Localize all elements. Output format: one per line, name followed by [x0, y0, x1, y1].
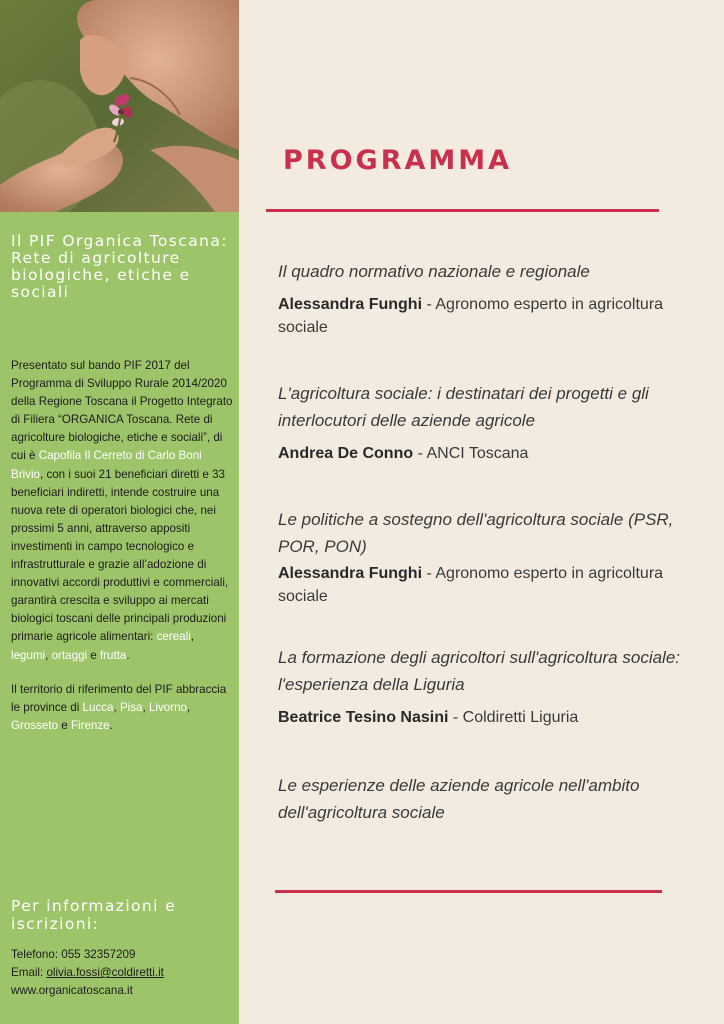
program-speaker-line	[278, 706, 688, 729]
highlighted-text: Firenze	[70, 718, 110, 732]
hands-flower-photo	[0, 0, 239, 212]
pif-paragraph-2	[11, 681, 233, 735]
speaker-role: - Agronomo esperto in agricoltura sociale	[278, 565, 664, 605]
paragraph-text: Il territorio di riferimento del PIF abbraccia le province di	[11, 682, 227, 714]
speaker-name: Andrea De Conno	[278, 445, 414, 462]
paragraph-text: ,	[113, 700, 120, 714]
paragraph-text: e	[58, 718, 71, 732]
contact-info	[11, 946, 233, 1000]
program-topic: Le politiche a sostegno dell'agricoltura sociale (PSR, POR, PON)	[278, 510, 674, 556]
program-topic: Il quadro normativo nazionale e regionale	[278, 262, 590, 281]
speaker-name: Beatrice Tesino Nasini	[278, 709, 449, 726]
phone-label: Telefono:	[11, 948, 62, 961]
program-speaker-line	[278, 562, 688, 608]
highlighted-text: Lucca	[82, 700, 114, 714]
program-topic: Le esperienze delle aziende agricole nell'ambito dell'agricoltura sociale	[278, 776, 640, 822]
program-item-3	[278, 506, 688, 608]
contact-website[interactable]: www.organicatoscana.it	[11, 984, 133, 997]
divider-top	[266, 209, 659, 212]
paragraph-text: .	[109, 718, 113, 732]
paragraph-text: Presentato sul bando PIF 2017 del Programma di Sviluppo Rurale 2014/2020 della Regione Toscana il Progetto Integrato di Filiera “ORGANICA Toscana. Rete di agricolture biologiche, etiche e sociali”, di cui è	[11, 359, 233, 463]
pif-paragraph-1	[11, 357, 233, 665]
paragraph-text: ,	[45, 648, 52, 662]
divider-bottom	[275, 890, 662, 893]
program-item-1	[278, 258, 688, 339]
highlighted-text: legumi	[11, 648, 46, 662]
sidebar	[0, 0, 239, 1024]
highlighted-text: ortaggi	[51, 648, 88, 662]
contact-phone	[11, 946, 233, 964]
paragraph-text: .	[126, 648, 130, 662]
highlighted-text: Grosseto	[11, 718, 59, 732]
speaker-role: - Coldiretti Liguria	[448, 709, 579, 726]
paragraph-text: ,	[190, 630, 195, 644]
paragraph-text: ,	[142, 700, 149, 714]
highlighted-text: frutta	[99, 648, 127, 662]
contact-email	[11, 964, 233, 982]
phone-number[interactable]: 055 32357209	[61, 948, 136, 961]
paragraph-text: e	[87, 648, 100, 662]
highlighted-text: Livorno	[148, 700, 187, 714]
program-speaker-line	[278, 293, 688, 339]
speaker-name: Alessandra Funghi	[278, 565, 423, 582]
highlighted-text: cereali	[156, 630, 191, 644]
paragraph-text: ,	[186, 700, 191, 714]
email-link[interactable]: olivia.fossi@coldiretti.it	[46, 966, 164, 979]
program-item-4	[278, 644, 688, 729]
program-speaker-line	[278, 442, 688, 465]
speaker-role: - ANCI Toscana	[413, 445, 529, 462]
highlighted-text: Pisa	[119, 700, 143, 714]
highlighted-text: Capofila Il Cerreto di Carlo Boni Brivio	[11, 449, 202, 481]
paragraph-text: , con i suoi 21 beneficiari diretti e 33 beneficiari indiretti, intende costruire una nuova rete di operatori biologici che, nei prossimi 5 anni, attraverso appositi investimenti in campo tecnologico e infrastrutturale e grazie all’adozione di innovativi accordi produttivi e commerciali, garantirà crescita e sviluppo ai mercati biologici toscani delle principali produzioni primarie agricole alimentari:	[11, 467, 229, 644]
program-title: PROGRAMMA	[283, 145, 513, 176]
speaker-name: Alessandra Funghi	[278, 296, 423, 313]
info-title: Per informazioni e iscrizioni:	[11, 897, 177, 933]
program-item-5	[278, 772, 688, 826]
program-topic: La formazione degli agricoltori sull'agricoltura sociale: l'esperienza della Liguria	[278, 648, 680, 694]
hands-flower-image	[0, 0, 239, 212]
program-topic: L'agricoltura sociale: i destinatari dei progetti e gli interlocutori delle aziende agricole	[278, 384, 649, 430]
pif-description	[11, 357, 233, 751]
email-label: Email:	[11, 966, 47, 979]
pif-title: Il PIF Organica Toscana: Rete di agricolture biologiche, etiche e sociali	[11, 232, 228, 301]
speaker-role: - Agronomo esperto in agricoltura sociale	[278, 296, 664, 336]
program-item-2	[278, 380, 688, 465]
